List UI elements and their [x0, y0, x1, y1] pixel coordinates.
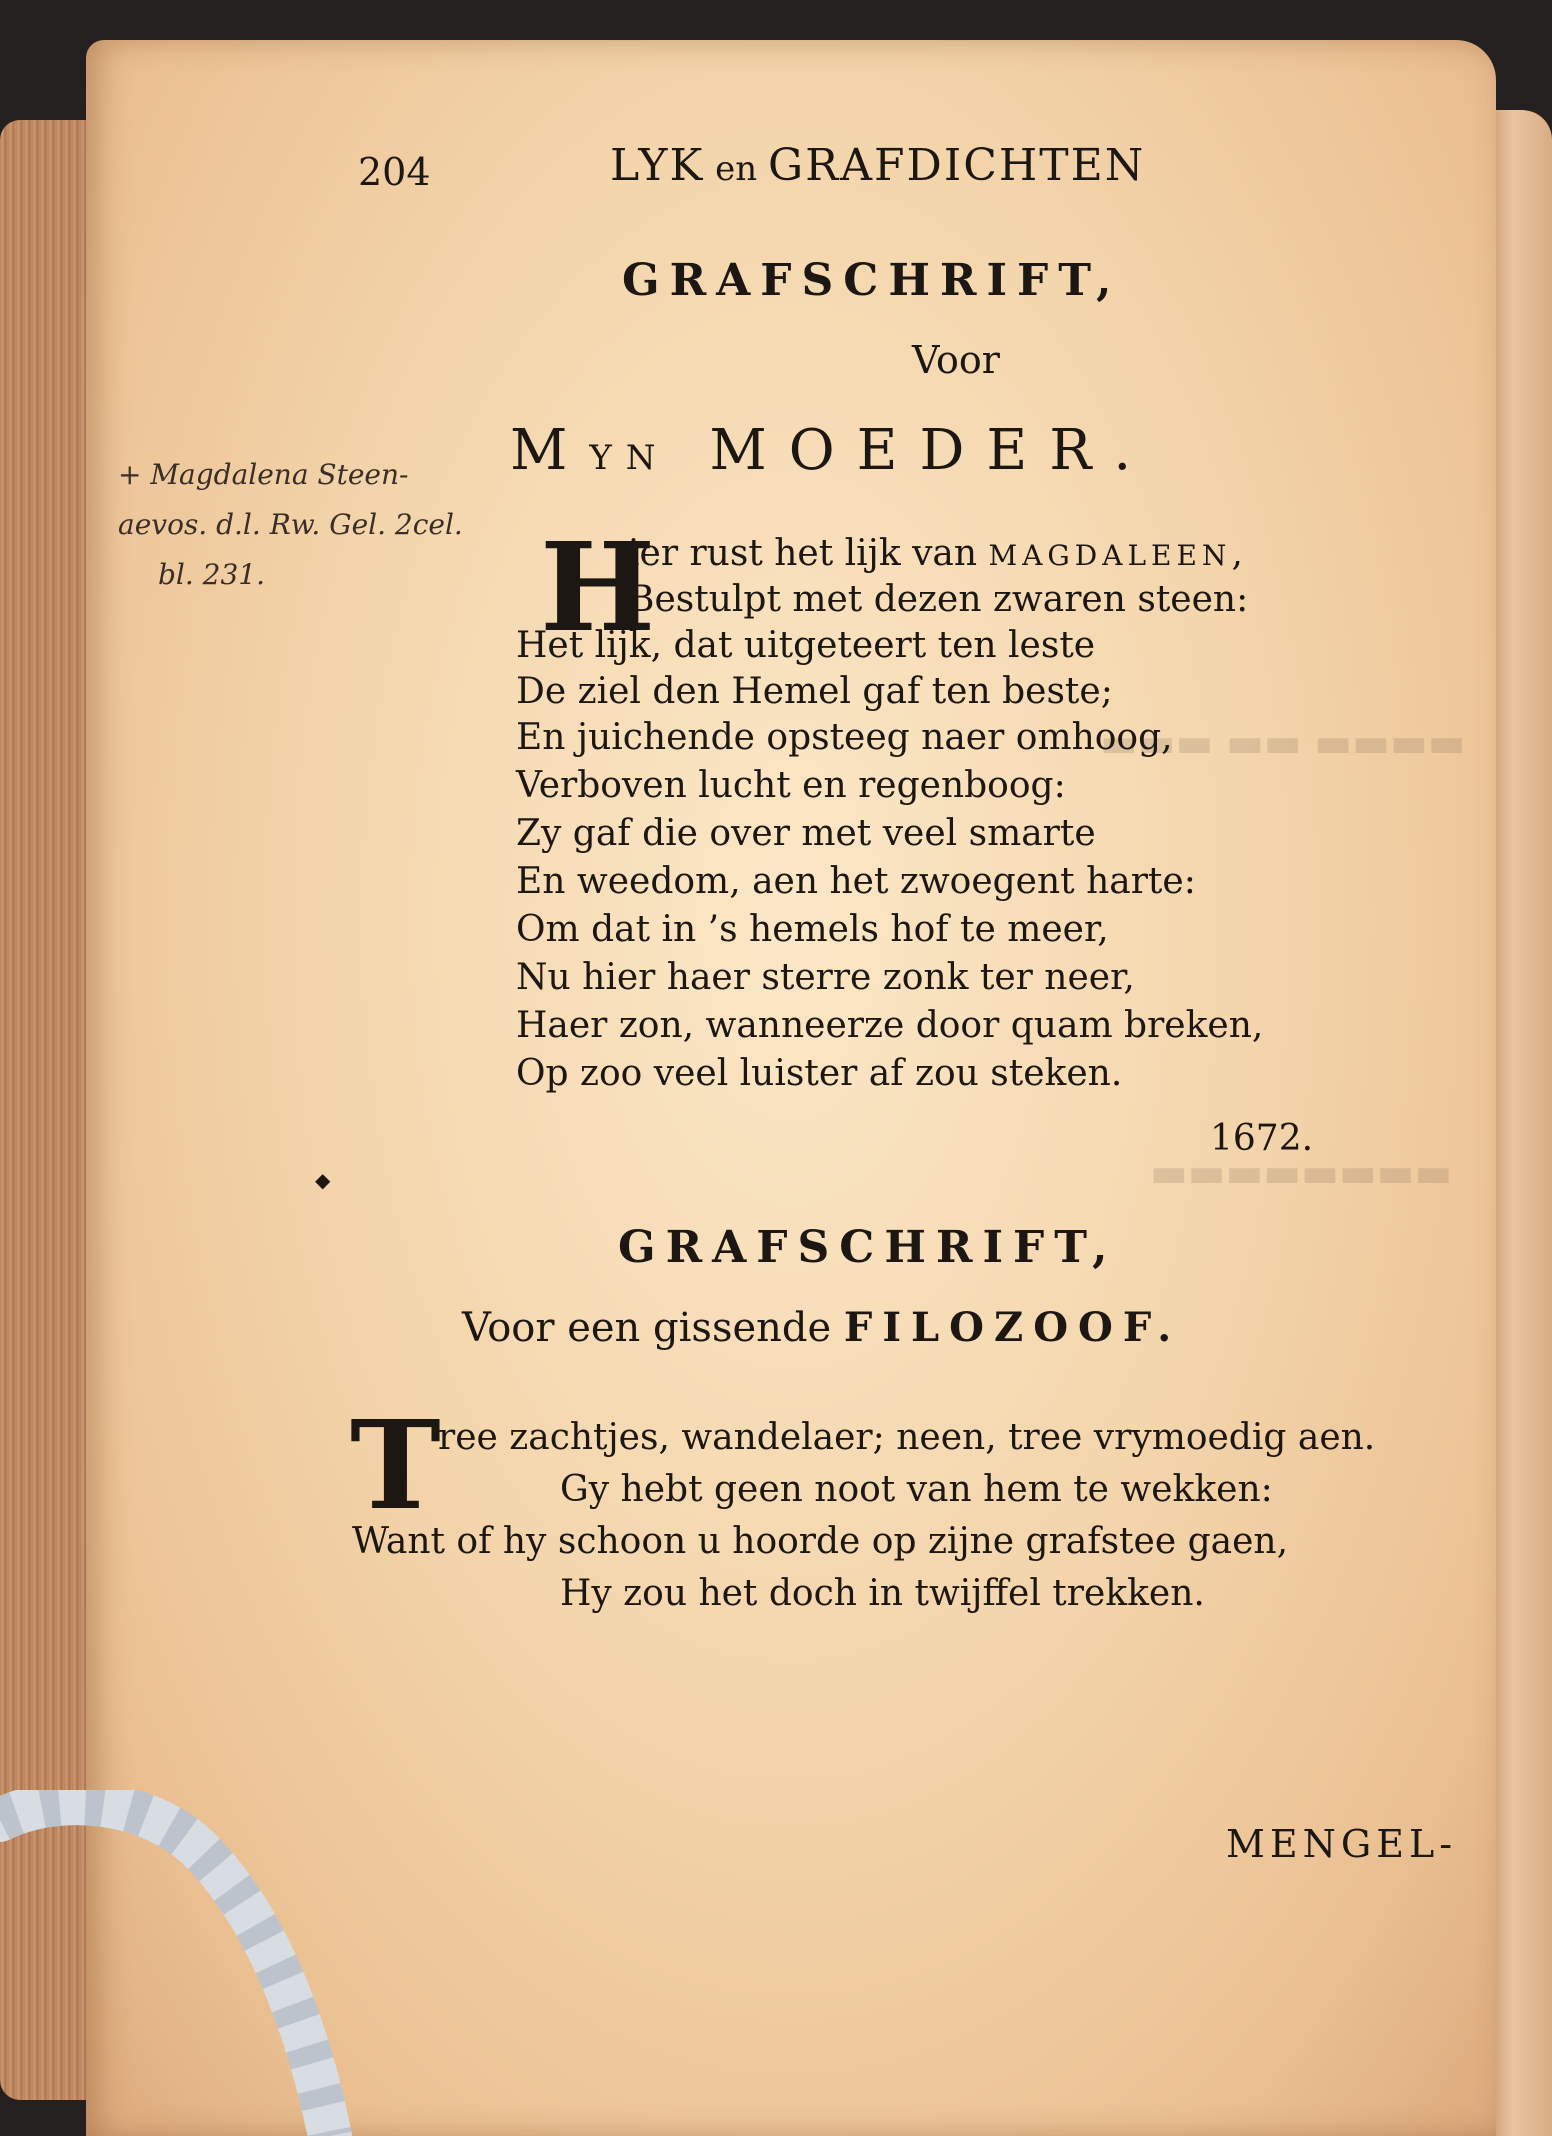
poem-name: MAGDALEEN — [988, 539, 1232, 572]
drop-cap: T — [350, 1393, 441, 1537]
poem-line: Het lijk, dat uitgeteert ten leste — [516, 625, 1096, 666]
epitaph-heading — [510, 418, 1153, 483]
running-head-part: en — [704, 149, 768, 189]
heading-part: YN — [589, 438, 670, 478]
poem-line: Gy hebt geen noot van hem te wekken: — [560, 1469, 1273, 1510]
running-head — [610, 140, 1145, 191]
poem-line: Om dat in ’s hemels hof te meer, — [516, 909, 1109, 950]
ink-mark: ◆ — [315, 1168, 331, 1192]
poem-line — [628, 533, 1243, 574]
page-number: 204 — [358, 150, 431, 194]
poem-line: ree zachtjes, wandelaer; neen, tree vrymoedig aen. — [438, 1417, 1376, 1458]
subtitle-caps: FILOZOOF. — [843, 1304, 1182, 1351]
subtitle-text: Voor een gissende — [462, 1305, 844, 1351]
poem-line: Op zoo veel luister af zou steken. — [516, 1053, 1123, 1094]
handwritten-annotation-line: bl. 231. — [158, 558, 266, 591]
epitaph-title: GRAFSCHRIFT, — [618, 1222, 1118, 1273]
poem-line: En weedom, aen het zwoegent harte: — [516, 861, 1196, 902]
show-through-text: ▬▬▬ ▬▬ ▬▬▬▬ — [1100, 720, 1466, 766]
poem-line: Hy zou het doch in twijffel trekken. — [560, 1573, 1205, 1614]
poem-line: Bestulpt met dezen zwaren steen: — [628, 579, 1249, 620]
epitaph-subtitle — [462, 1304, 1181, 1351]
poem-line: En juichende opsteeg naer omhoog, — [516, 717, 1173, 758]
poem-line: Haer zon, wanneerze door quam breken, — [516, 1005, 1264, 1046]
poem-line: Want of hy schoon u hoorde op zijne grafstee gaen, — [352, 1521, 1289, 1562]
poem-line: De ziel den Hemel gaf ten beste; — [516, 671, 1113, 712]
poem-text: , — [1231, 533, 1243, 574]
running-head-part: LYK — [610, 140, 705, 191]
epitaph-subtitle: Voor — [912, 338, 1000, 382]
poem-text: ier rust het lijk van — [628, 533, 989, 574]
heading-part: M — [510, 418, 590, 483]
poem-line: Zy gaf die over met veel smarte — [516, 813, 1096, 854]
handwritten-annotation-line: + Magdalena Steen- — [118, 458, 409, 491]
ribbon-bookmark — [0, 1790, 420, 2136]
epitaph-title: GRAFSCHRIFT, — [622, 255, 1122, 306]
running-head-part: GRAFDICHTEN — [767, 140, 1146, 191]
handwritten-annotation-line: aevos. d.l. Rw. Gel. 2cel. — [118, 508, 463, 541]
poem-year: 1672. — [1210, 1118, 1314, 1159]
catchword: MENGEL- — [1226, 1822, 1458, 1866]
show-through-text: ▬▬▬▬▬▬▬▬ — [1150, 1150, 1453, 1196]
poem-line: Nu hier haer sterre zonk ter neer, — [516, 957, 1135, 998]
heading-part: MOEDER. — [709, 418, 1154, 483]
poem-line: Verboven lucht en regenboog: — [516, 765, 1066, 806]
drop-cap: H — [540, 515, 656, 659]
